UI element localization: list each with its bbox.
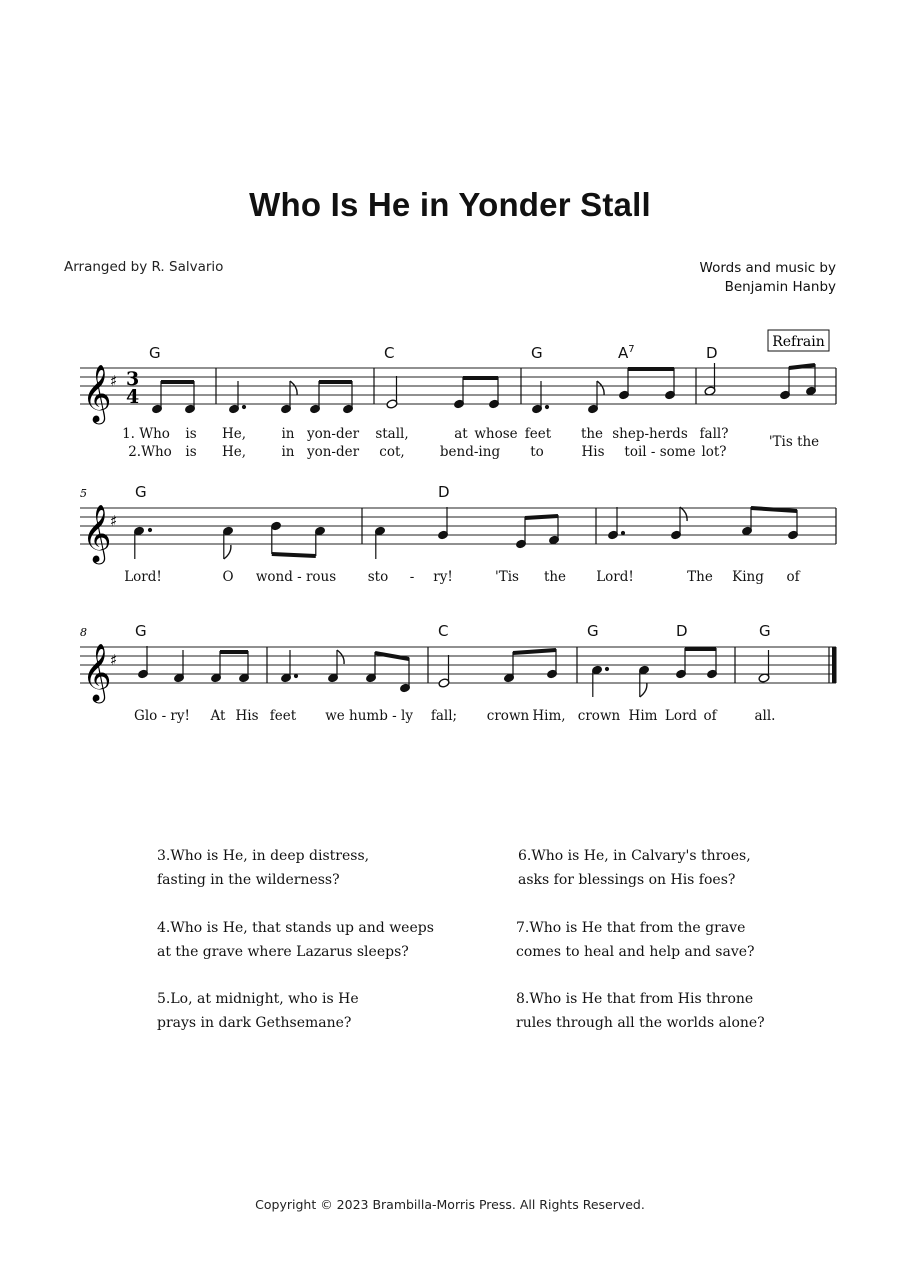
lyric: Lord! — [596, 569, 634, 585]
chord-symbol: G — [531, 344, 543, 362]
lyric: yon-der — [306, 426, 360, 442]
arranger-credit: Arranged by R. Salvario — [64, 259, 224, 275]
lyric: Him — [628, 708, 658, 724]
notes-system-3 — [138, 646, 770, 697]
lyric: sto — [367, 569, 389, 585]
refrain-label: Refrain — [772, 334, 825, 350]
verse-line: fasting in the wilderness? — [157, 872, 340, 888]
sharp-icon: ♯ — [110, 372, 118, 390]
chord-symbol: $A^7$ — [618, 344, 635, 362]
lyric: the — [543, 569, 567, 585]
lyric: wond - rous — [255, 569, 337, 585]
lyric: of — [786, 569, 800, 585]
song-title: Who Is He in Yonder Stall — [249, 186, 651, 223]
verse-line: 3.Who is He, in deep distress, — [157, 848, 370, 864]
verse-6 — [518, 844, 751, 892]
lyric: whose — [474, 426, 518, 442]
verse-line: 8.Who is He that from His throne — [516, 991, 754, 1007]
lyric: in — [281, 426, 295, 442]
chord-symbols — [149, 344, 718, 362]
lyric: 2.Who — [128, 444, 172, 460]
staff-lines — [80, 647, 836, 683]
lyric: 'Tis — [495, 569, 519, 585]
lyric: Lord! — [124, 569, 162, 585]
time-signature-top: 3 — [126, 368, 140, 390]
lyric: fall? — [699, 426, 729, 442]
lyric: O — [222, 569, 234, 585]
verse-5 — [157, 987, 359, 1035]
lyric: in — [281, 444, 295, 460]
chord-symbol: C — [384, 344, 395, 362]
lyric: crown — [577, 708, 621, 724]
chord-symbol: G — [759, 622, 771, 640]
treble-clef-icon: 𝄞 — [82, 643, 112, 701]
lyric: King — [732, 569, 764, 585]
verse-line: comes to heal and help and save? — [516, 944, 755, 960]
copyright-notice: Copyright © 2023 Brambilla-Morris Press. All Rights Reserved. — [255, 1197, 645, 1212]
lyric: He, — [221, 444, 247, 460]
verse-line: asks for blessings on His foes? — [518, 872, 736, 888]
lyric: to — [530, 444, 544, 460]
notes-system-1 — [152, 363, 817, 414]
lyric: lot? — [701, 444, 727, 460]
lyric: yon-der — [306, 444, 360, 460]
lyric: His — [235, 708, 259, 724]
verse-8 — [516, 987, 765, 1035]
lyric: all. — [754, 708, 776, 724]
chord-symbol: G — [587, 622, 599, 640]
lyric: at — [454, 426, 468, 442]
measure-number: 5 — [80, 487, 87, 500]
verse-line: prays in dark Gethsemane? — [157, 1015, 352, 1031]
lyric: is — [185, 444, 197, 460]
verse-line: 5.Lo, at midnight, who is He — [157, 991, 359, 1007]
verse-line: at the grave where Lazarus sleeps? — [157, 944, 409, 960]
lyric: He, — [221, 426, 247, 442]
lyric: the — [580, 426, 604, 442]
measure-number: 8 — [80, 626, 87, 639]
credits-line-2: Benjamin Hanby — [724, 279, 836, 295]
lyric: is — [185, 426, 197, 442]
verse-4 — [157, 916, 434, 964]
lyric: Glo - ry! — [134, 708, 190, 724]
lyric: - — [409, 569, 415, 585]
verse-line: rules through all the worlds alone? — [516, 1015, 765, 1031]
treble-clef-icon: 𝄞 — [82, 504, 112, 562]
lyric: cot, — [379, 444, 405, 460]
lyric: At — [210, 708, 226, 724]
chord-symbol: G — [149, 344, 161, 362]
lyric: humb - ly — [349, 708, 413, 724]
credits-line-1: Words and music by — [699, 260, 836, 276]
chord-symbol: G — [135, 622, 147, 640]
lyric: stall, — [375, 426, 409, 442]
chord-symbol: D — [438, 483, 450, 501]
chord-symbol: C — [438, 622, 449, 640]
lyric: 1. Who — [122, 426, 170, 442]
lyric: crown — [486, 708, 530, 724]
lyrics-line — [134, 708, 775, 724]
verse-line: 6.Who is He, in Calvary's throes, — [518, 848, 751, 864]
lyric: we — [325, 708, 345, 724]
sharp-icon: ♯ — [110, 651, 118, 669]
verse-line: 7.Who is He that from the grave — [516, 920, 746, 936]
lyrics-line — [124, 569, 800, 585]
staff-system-1 — [80, 330, 836, 460]
verse-7 — [516, 916, 755, 964]
lyric: 'Tis the — [768, 434, 820, 450]
lyric: His — [581, 444, 605, 460]
lyric: Him, — [532, 708, 566, 724]
lyric: feet — [524, 426, 552, 442]
staff-system-2 — [80, 483, 836, 585]
lyric: The — [687, 569, 713, 585]
chord-symbols — [135, 622, 771, 640]
lyrics-line-2 — [128, 444, 726, 460]
lyric: bend-ing — [439, 444, 501, 460]
chord-symbol: G — [135, 483, 147, 501]
sharp-icon: ♯ — [110, 512, 118, 530]
time-signature-bottom: 4 — [126, 386, 140, 408]
lyric: shep-herds — [612, 426, 688, 442]
verse-3 — [157, 844, 369, 892]
verse-line: 4.Who is He, that stands up and weeps — [157, 920, 434, 936]
staff-lines — [80, 508, 836, 544]
notes-system-2 — [134, 507, 799, 559]
lyric: fall; — [430, 708, 458, 724]
staff-system-3 — [80, 622, 837, 724]
lyric: of — [703, 708, 717, 724]
final-barline — [832, 647, 837, 683]
lyric: toil - some — [624, 444, 696, 460]
treble-clef-icon: 𝄞 — [82, 364, 112, 422]
lyric: ry! — [433, 569, 453, 585]
chord-symbol: D — [676, 622, 688, 640]
chord-symbols — [135, 483, 450, 501]
chord-symbol: D — [706, 344, 718, 362]
lyric: Lord — [664, 708, 698, 724]
lyric: feet — [269, 708, 297, 724]
